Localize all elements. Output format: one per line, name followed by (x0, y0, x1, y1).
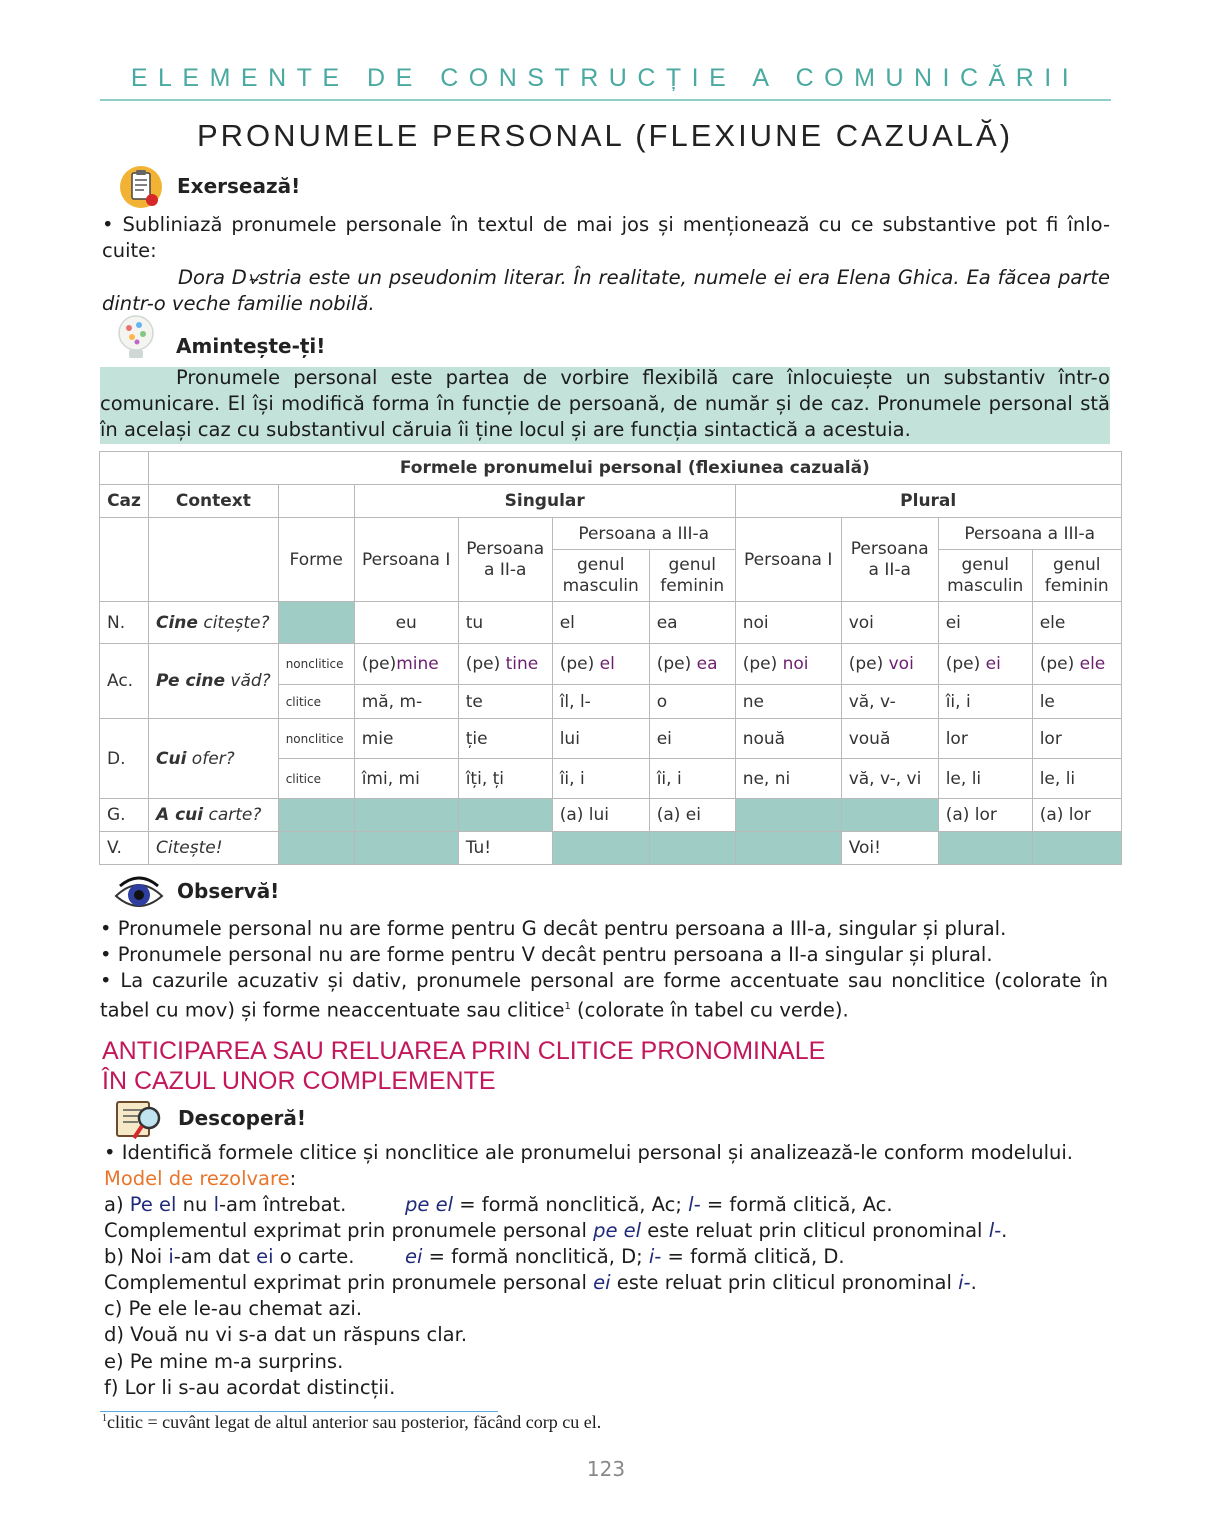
example-b: b) Noi i-am dat ei o carte. (104, 1245, 355, 1268)
observa-bullet-2: • Pronumele personal nu are forme pentru V decât pentru persoana a II-a singular și plural. (100, 943, 993, 966)
footnote: $^1$clitic = cuvânt legat de altul anterior sau posterior, făcând corp cu el. (102, 1412, 602, 1432)
col-plural: Plural (735, 485, 1121, 518)
g-pl3f: (a) lor (1032, 799, 1121, 832)
exerseaza-instruction: • Subliniază pronumele personale în textul de mai jos și menționează cu ce substantive pot fi înlo- (102, 213, 1110, 236)
empty-form-cell (354, 832, 458, 865)
blank-cell (278, 485, 354, 518)
section-header: ELEMENTE DE CONSTRUCȚIE A COMUNICĂRII (130, 64, 1080, 92)
pl-pers2: Persoana a II-a (841, 518, 938, 602)
ac-nc-pl1: (pe) noi (735, 644, 841, 685)
pl-fem: genul feminin (1032, 550, 1121, 602)
observa-bullet-1: • Pronumele personal nu are forme pentru G decât pentru persoana a III-a, singular și plural. (100, 917, 1007, 940)
table-row (100, 719, 1122, 759)
d-cl-pl1: ne, ni (735, 759, 841, 799)
d-nc-pl3m: lor (938, 719, 1032, 759)
descopera-heading: Descoperă! (178, 1106, 307, 1130)
d-nc-sg3m: lui (552, 719, 649, 759)
tag-nonclitice: nonclitice (278, 644, 354, 685)
clipboard-icon (118, 164, 168, 210)
ac-nc-sg1: (pe)mine (354, 644, 458, 685)
exercise-e: e) Pe mine m-a surprins. (104, 1350, 344, 1373)
d-nc-sg2: ție (458, 719, 552, 759)
g-sg3f: (a) ei (649, 799, 735, 832)
ac-nc-sg2: (pe) tine (458, 644, 552, 685)
d-nc-pl3f: lor (1032, 719, 1121, 759)
context-ac: Pe cine văd? (149, 644, 279, 719)
example-a-comment: Complementul exprimat prin pronumele personal pe el este reluat prin cliticul pronominal l-. (104, 1219, 1008, 1242)
ac-cl-pl3m: îi, i (938, 685, 1032, 719)
eye-icon (112, 872, 166, 918)
d-cl-sg1: îmi, mi (354, 759, 458, 799)
ac-nc-pl3m: (pe) ei (938, 644, 1032, 685)
context-v: Citește! (149, 832, 279, 865)
sg-pers2: Persoana a II-a (458, 518, 552, 602)
blank-cell (149, 518, 279, 602)
ac-cl-pl3f: le (1032, 685, 1121, 719)
empty-form-cell (938, 832, 1032, 865)
table-row (100, 602, 1122, 644)
empty-form-cell (841, 799, 938, 832)
empty-form-cell (735, 832, 841, 865)
caz-g: G. (100, 799, 149, 832)
ac-cl-pl1: ne (735, 685, 841, 719)
table-row (100, 799, 1122, 832)
example-b-comment: Complementul exprimat prin pronumele personal ei este reluat prin cliticul pronominal i-. (104, 1271, 977, 1294)
tag-clitice: clitice (278, 685, 354, 719)
aminteste-line3: în același caz cu substantivul căruia îi ține locul și are funcția sintactică a acestuia. (100, 418, 911, 441)
table-corner (100, 452, 149, 485)
n-pl1: noi (735, 602, 841, 644)
exerseaza-text-line1: Dora D⍱stria este un pseudonim literar. În realitate, numele ei era Elena Ghica. Ea făcea parte (178, 266, 1110, 289)
pl-pers3: Persoana a III-a (938, 518, 1121, 550)
section-title: ANTICIPAREA SAU RELUAREA PRIN CLITICE PRONOMINALE ÎN CAZUL UNOR COMPLEMENTE (102, 1037, 826, 1095)
v-sg2: Tu! (458, 832, 552, 865)
ac-nc-pl3f: (pe) ele (1032, 644, 1121, 685)
d-nc-sg1: mie (354, 719, 458, 759)
context-g: A cui carte? (149, 799, 279, 832)
sg-fem: genul feminin (649, 550, 735, 602)
exercise-c: c) Pe ele le-au chemat azi. (104, 1297, 363, 1320)
d-nc-pl2: vouă (841, 719, 938, 759)
sg-pers1: Persoana I (354, 518, 458, 602)
empty-form-cell (735, 799, 841, 832)
n-pl3m: ei (938, 602, 1032, 644)
ac-nc-sg3m: (pe) el (552, 644, 649, 685)
observa-bullet-3: • La cazurile acuzativ și dativ, pronumele personal are forme accentuate sau nonclitice (colorate în (100, 969, 1108, 992)
context-n: Cine citește? (149, 602, 279, 644)
exerseaza-instruction-cont: cuite: (102, 239, 157, 262)
n-pl3f: ele (1032, 602, 1121, 644)
pl-masc: genul masculin (938, 550, 1032, 602)
caz-ac: Ac. (100, 644, 149, 719)
empty-form-cell (278, 799, 354, 832)
aminteste-heading: Amintește-ți! (176, 334, 326, 358)
ac-cl-sg1: mă, m- (354, 685, 458, 719)
exerseaza-heading: Exersează! (177, 174, 301, 198)
empty-form-cell (354, 799, 458, 832)
tag-nonclitice: nonclitice (278, 719, 354, 759)
example-a-analysis: pe el = formă nonclitică, Ac; l- = formă clitică, Ac. (405, 1193, 893, 1216)
ac-cl-sg3m: îl, l- (552, 685, 649, 719)
exerseaza-text-line2: dintr-o veche familie nobilă. (102, 292, 375, 315)
sg-pers3: Persoana a III-a (552, 518, 735, 550)
observa-heading: Observă! (177, 879, 280, 903)
blank-cell (100, 518, 149, 602)
pronoun-forms-table (99, 451, 1122, 865)
page-title: PRONUMELE PERSONAL (FLEXIUNE CAZUALĂ) (196, 118, 1014, 153)
empty-form-cell (458, 799, 552, 832)
ac-cl-sg2: te (458, 685, 552, 719)
d-cl-sg2: îți, ți (458, 759, 552, 799)
exercise-f: f) Lor li s-au acordat distincții. (104, 1376, 396, 1399)
n-sg1: eu (354, 602, 458, 644)
exercise-d: d) Vouă nu vi s-a dat un răspuns clar. (104, 1323, 468, 1346)
d-cl-sg3m: îi, i (552, 759, 649, 799)
n-sg3m: el (552, 602, 649, 644)
n-sg3f: ea (649, 602, 735, 644)
aminteste-line1: Pronumele personal este partea de vorbire flexibilă care înlocuiește un substantiv într-o (176, 366, 1110, 389)
ac-nc-sg3f: (pe) ea (649, 644, 735, 685)
ac-cl-pl2: vă, v- (841, 685, 938, 719)
empty-form-cell (1032, 832, 1121, 865)
col-caz: Caz (100, 485, 149, 518)
descopera-instruction: • Identifică formele clitice și nonclitice ale pronumelui personal și analizează-le conform modelului. (104, 1141, 1073, 1164)
d-cl-pl3f: le, li (1032, 759, 1121, 799)
table-title: Formele pronumelui personal (flexiunea cazuală) (149, 452, 1122, 485)
v-pl2: Voi! (841, 832, 938, 865)
caz-d: D. (100, 719, 149, 799)
g-pl3m: (a) lor (938, 799, 1032, 832)
example-a: a) Pe el nu l-am întrebat. (104, 1193, 347, 1216)
d-cl-pl2: vă, v-, vi (841, 759, 938, 799)
caz-n: N. (100, 602, 149, 644)
col-singular: Singular (354, 485, 735, 518)
lightbulb-icon (112, 312, 160, 364)
col-forme: Forme (278, 518, 354, 602)
page-number: 123 (586, 1457, 626, 1481)
d-nc-pl1: nouă (735, 719, 841, 759)
n-sg2: tu (458, 602, 552, 644)
empty-form-cell (552, 832, 649, 865)
context-d: Cui ofer? (149, 719, 279, 799)
header-divider (100, 99, 1111, 101)
aminteste-line2: comunicare. El își modifică forma în funcție de persoană, de număr și de caz. Pronumele personal stă (100, 392, 1110, 415)
ac-nc-pl2: (pe) voi (841, 644, 938, 685)
d-cl-pl3m: le, li (938, 759, 1032, 799)
empty-form-cell (278, 602, 354, 644)
tag-clitice: clitice (278, 759, 354, 799)
model-label: Model de rezolvare: (104, 1167, 297, 1190)
g-sg3m: (a) lui (552, 799, 649, 832)
col-context: Context (149, 485, 279, 518)
ac-cl-sg3f: o (649, 685, 735, 719)
book-magnifier-icon (114, 1098, 164, 1142)
empty-form-cell (649, 832, 735, 865)
observa-bullet-3-cont: tabel cu mov) și forme neaccentuate sau clitice$^1$ (colorate în tabel cu verde). (100, 998, 849, 1022)
n-pl2: voi (841, 602, 938, 644)
d-nc-sg3f: ei (649, 719, 735, 759)
sg-masc: genul masculin (552, 550, 649, 602)
table-row (100, 644, 1122, 685)
caz-v: V. (100, 832, 149, 865)
example-b-analysis: ei = formă nonclitică, D; i- = formă clitică, D. (405, 1245, 845, 1268)
d-cl-sg3f: îi, i (649, 759, 735, 799)
table-row (100, 832, 1122, 865)
pl-pers1: Persoana I (735, 518, 841, 602)
empty-form-cell (278, 832, 354, 865)
